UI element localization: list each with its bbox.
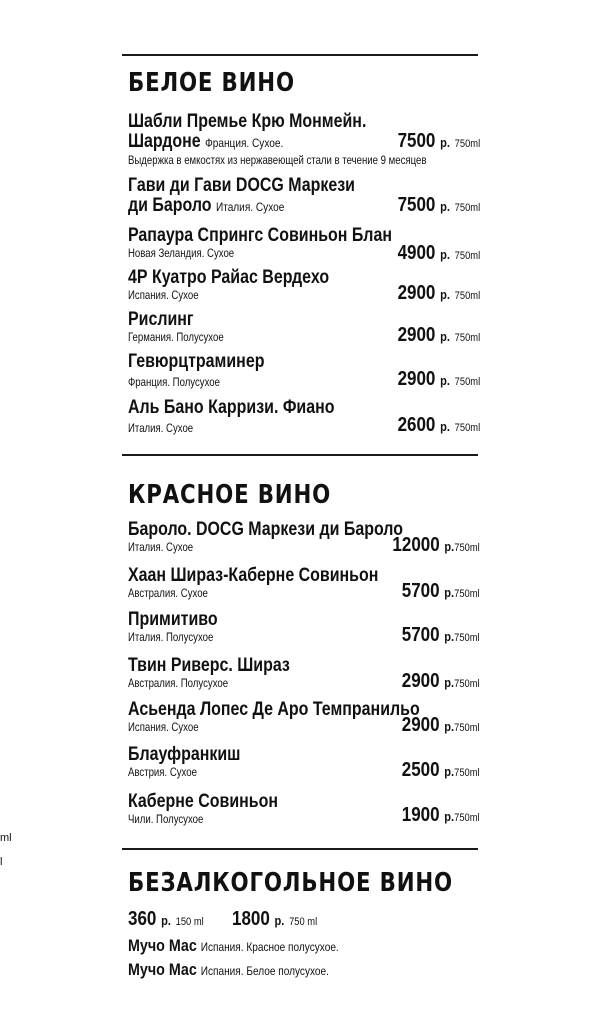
menu-item	[128, 960, 329, 980]
menu-item	[128, 566, 480, 600]
item-price: 2500 р.750ml	[402, 759, 480, 781]
item-origin: Германия. Полусухое	[128, 330, 224, 344]
divider	[122, 848, 478, 850]
item-origin: Чили. Полусухое	[128, 812, 204, 826]
item-price: 1900 р.750ml	[402, 804, 480, 826]
menu-item	[128, 352, 480, 389]
section-title-red-wine: КРАСНОЕ ВИНО	[128, 480, 332, 510]
item-origin: Франция. Сухое.	[205, 136, 284, 150]
item-origin: Австралия. Сухое	[128, 586, 208, 600]
item-name: Асьенда Лопес Де Аро Темпранильо	[128, 699, 420, 720]
item-price: 7500 р. 750ml	[397, 194, 480, 216]
item-name: Бароло. DOCG Маркези ди Бароло	[128, 519, 403, 540]
item-price: 5700 р.750ml	[402, 624, 480, 646]
item-name: 4Р Куатро Райас Вердехо	[128, 267, 330, 288]
item-price: 12000 р.750ml	[392, 534, 480, 556]
item-origin: Италия. Сухое	[128, 540, 194, 554]
menu-item	[128, 656, 480, 690]
section-title-white-wine: БЕЛОЕ ВИНО	[128, 68, 295, 98]
menu-item	[128, 936, 339, 956]
item-name: Каберне Совиньон	[128, 791, 278, 812]
price-row	[128, 908, 333, 931]
section-title-non-alcoholic-wine: БЕЗАЛКОГОЛЬНОЕ ВИНО	[128, 868, 453, 898]
item-price: 2600 р. 750ml	[397, 414, 480, 436]
menu-item	[128, 225, 480, 264]
item-origin: Испания. Сухое	[128, 720, 199, 734]
price-large: 1800 р. 750 ml	[232, 908, 318, 930]
menu-item	[128, 745, 480, 779]
item-price: 2900 р.750ml	[402, 714, 480, 736]
menu-item	[128, 520, 480, 554]
edge-fragment: l	[0, 856, 3, 868]
item-name: Рислинг	[128, 309, 194, 330]
item-price: 7500 р. 750ml	[397, 130, 480, 152]
item-name: Рапаура Спрингс Совиньон Блан	[128, 225, 392, 246]
price-small: 360 р. 150 ml	[128, 908, 204, 930]
item-price: 4900 р. 750ml	[397, 242, 480, 264]
item-origin: Италия. Сухое	[128, 421, 194, 435]
item-price: 2900 р. 750ml	[397, 282, 480, 304]
item-price: 2900 р. 750ml	[397, 324, 480, 346]
item-name: Твин Риверс. Шираз	[128, 655, 290, 676]
item-name-line2: ди Бароло Италия. Сухое	[128, 195, 285, 216]
edge-fragment: ml	[0, 832, 12, 844]
item-origin: Испания. Сухое	[128, 288, 199, 302]
menu-item	[128, 310, 480, 344]
item-origin: Италия. Сухое	[215, 200, 285, 214]
item-note: Выдержка в емкостях из нержавеющей стали в течение 9 месяцев	[128, 153, 427, 167]
item-name: Примитиво	[128, 609, 218, 630]
item-origin: Австрия. Сухое	[128, 765, 197, 779]
item-origin: Новая Зеландия. Сухое	[128, 246, 235, 260]
divider	[122, 454, 478, 456]
item-name: Хаан Шираз-Каберне Совиньон	[128, 565, 379, 586]
menu-item	[128, 268, 480, 302]
item-name: Гави ди Гави DOCG Маркези	[128, 175, 355, 196]
menu-item	[128, 112, 480, 167]
item-name: Шабли Премье Крю Монмейн.	[128, 111, 367, 132]
item-name: Мучо Мас	[128, 960, 197, 979]
item-name-line2: Шардоне Франция. Сухое.	[128, 131, 284, 152]
item-origin: Испания. Красное полусухое.	[200, 940, 339, 954]
menu-item	[128, 792, 480, 826]
item-name: Мучо Мас	[128, 936, 197, 955]
item-name: Блауфранкиш	[128, 744, 241, 765]
menu-item	[128, 398, 480, 435]
item-price: 2900 р. 750ml	[397, 368, 480, 390]
item-origin: Франция. Полусухое	[128, 375, 220, 389]
item-price: 5700 р.750ml	[402, 580, 480, 602]
menu-item	[128, 610, 480, 644]
item-origin: Италия. Полусухое	[128, 630, 214, 644]
item-origin: Австралия. Полусухое	[128, 676, 229, 690]
menu-item	[128, 700, 480, 734]
item-price: 2900 р.750ml	[402, 670, 480, 692]
divider	[122, 54, 478, 56]
item-origin: Испания. Белое полусухое.	[200, 964, 329, 978]
item-name: Аль Бано Карризи. Фиано	[128, 397, 335, 418]
item-name: Гевюрцтраминер	[128, 351, 265, 372]
menu-item	[128, 176, 480, 217]
